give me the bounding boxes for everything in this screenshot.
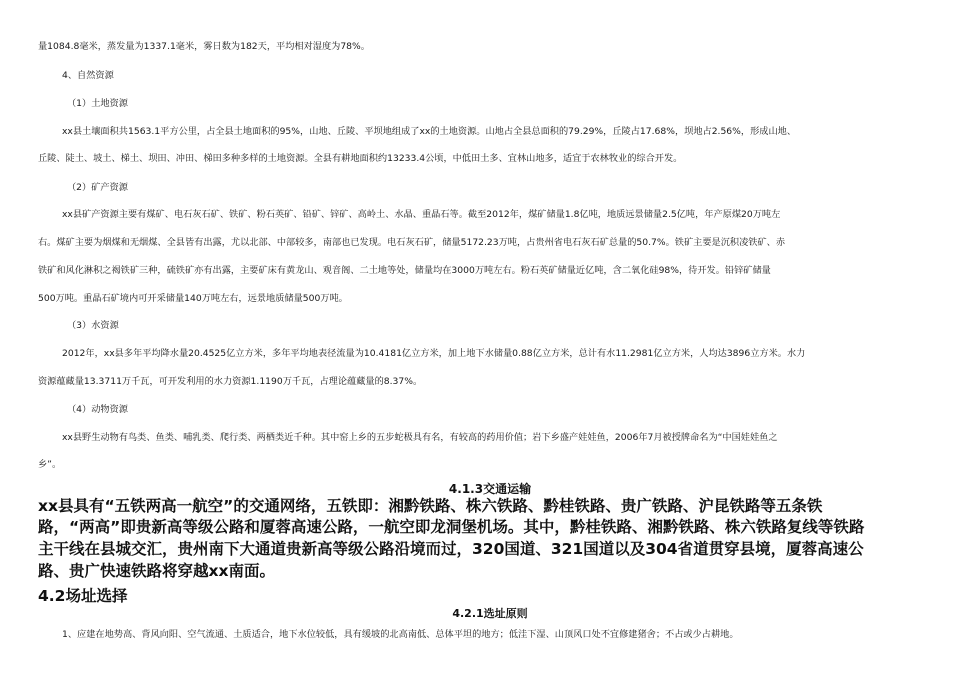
- transport-line-3: 主干线在县城交汇，贵州南下大通道贵新高等级公路沿境而过，320国道、321国道以及304省道贯穿县境，厦蓉高速公: [38, 540, 864, 558]
- section-heading-site-selection: 4.2场址选择: [38, 587, 128, 605]
- land-resources-line-1: xx县土壤面积共1563.1平方公里，占全县土地面积的95%，山地、丘陵、平坝地组成了xx的土地资源。山地占全县总面积的79.29%，丘陵占17.68%，坝地占2.56%，形成山地、: [62, 126, 797, 137]
- water-resources-heading: （3）水资源: [67, 320, 119, 331]
- transport-line-1: xx县具有“五铁两高一航空”的交通网络，五铁即：湘黔铁路、株六铁路、黔桂铁路、贵广铁路、沪昆铁路等五条铁: [38, 497, 823, 515]
- mineral-resources-line-3: 铁矿和风化淋积之褐铁矿三种，硫铁矿亦有出露，主要矿床有黄龙山、观音阁、二土地等处，储量均在3000万吨左右。粉石英矿储量近亿吨，含二氧化硅98%，待开发。铅锌矿储量: [38, 265, 771, 276]
- principle-line-1: 1、应建在地势高、背风向阳、空气流通、土质适合，地下水位较低，具有缓坡的北高南低、总体平坦的地方；低洼下湿、山顶风口处不宜修建猪舍；不占或少占耕地。: [62, 629, 739, 640]
- transport-line-4: 路、贵广快速铁路将穿越xx南面。: [38, 562, 275, 580]
- climate-line-end: 量1084.8毫米，蒸发量为1337.1毫米，雾日数为182天，平均相对湿度为78%。: [38, 41, 370, 52]
- mineral-resources-line-2: 右。煤矿主要为烟煤和无烟煤、全县皆有出露，尤以北部、中部较多，南部也已发现。电石灰石矿，储量5172.23万吨，占贵州省电石灰石矿总量的50.7%。铁矿主要是沉积凌铁矿、赤: [38, 237, 786, 248]
- animal-resources-line-1: xx县野生动物有鸟类、鱼类、哺乳类、爬行类、两栖类近千种。其中窑上乡的五步蛇极具有名，有较高的药用价值；岩下乡盛产娃娃鱼，2006年7月被授牌命名为“中国娃娃鱼之: [62, 432, 778, 443]
- land-resources-heading: （1）土地资源: [67, 98, 128, 109]
- mineral-resources-heading: （2）矿产资源: [67, 182, 128, 193]
- transport-line-2: 路，“两高”即贵新高等级公路和厦蓉高速公路，一航空即龙洞堡机场。其中，黔桂铁路、湘黔铁路、株六铁路复线等铁路: [38, 518, 865, 536]
- mineral-resources-line-1: xx县矿产资源主要有煤矿、电石灰石矿、铁矿、粉石英矿、铅矿、锌矿、高岭土、水晶、重晶石等。截至2012年，煤矿储量1.8亿吨，地质远景储量2.5亿吨，年产原煤20万吨左: [62, 209, 781, 220]
- animal-resources-line-2: 乡”。: [38, 459, 62, 470]
- section-heading-transport: 4.1.3交通运输: [448, 482, 532, 496]
- natural-resources-heading: 4、自然资源: [62, 70, 114, 81]
- animal-resources-heading: （4）动物资源: [67, 404, 128, 415]
- section-heading-selection-principles: 4.2.1选址原则: [452, 607, 528, 620]
- mineral-resources-line-4: 500万吨。重晶石矿境内可开采储量140万吨左右，远景地质储量500万吨。: [38, 293, 348, 304]
- land-resources-line-2: 丘陵、陡土、坡土、梯土、坝田、冲田、梯田多种多样的土地资源。全县有耕地面积约13233.4公顷，中低田土多、宜林山地多，适宜于农林牧业的综合开发。: [38, 153, 683, 164]
- water-resources-line-1: 2012年，xx县多年平均降水量20.4525亿立方米，多年平均地表径流量为10.4181亿立方米，加上地下水储量0.88亿立方米，总计有水11.2981亿立方米，人均达3896立方米。水力: [62, 348, 806, 359]
- water-resources-line-2: 资源蕴藏量13.3711万千瓦，可开发利用的水力资源1.1190万千瓦，占理论蕴藏量的8.37%。: [38, 376, 423, 387]
